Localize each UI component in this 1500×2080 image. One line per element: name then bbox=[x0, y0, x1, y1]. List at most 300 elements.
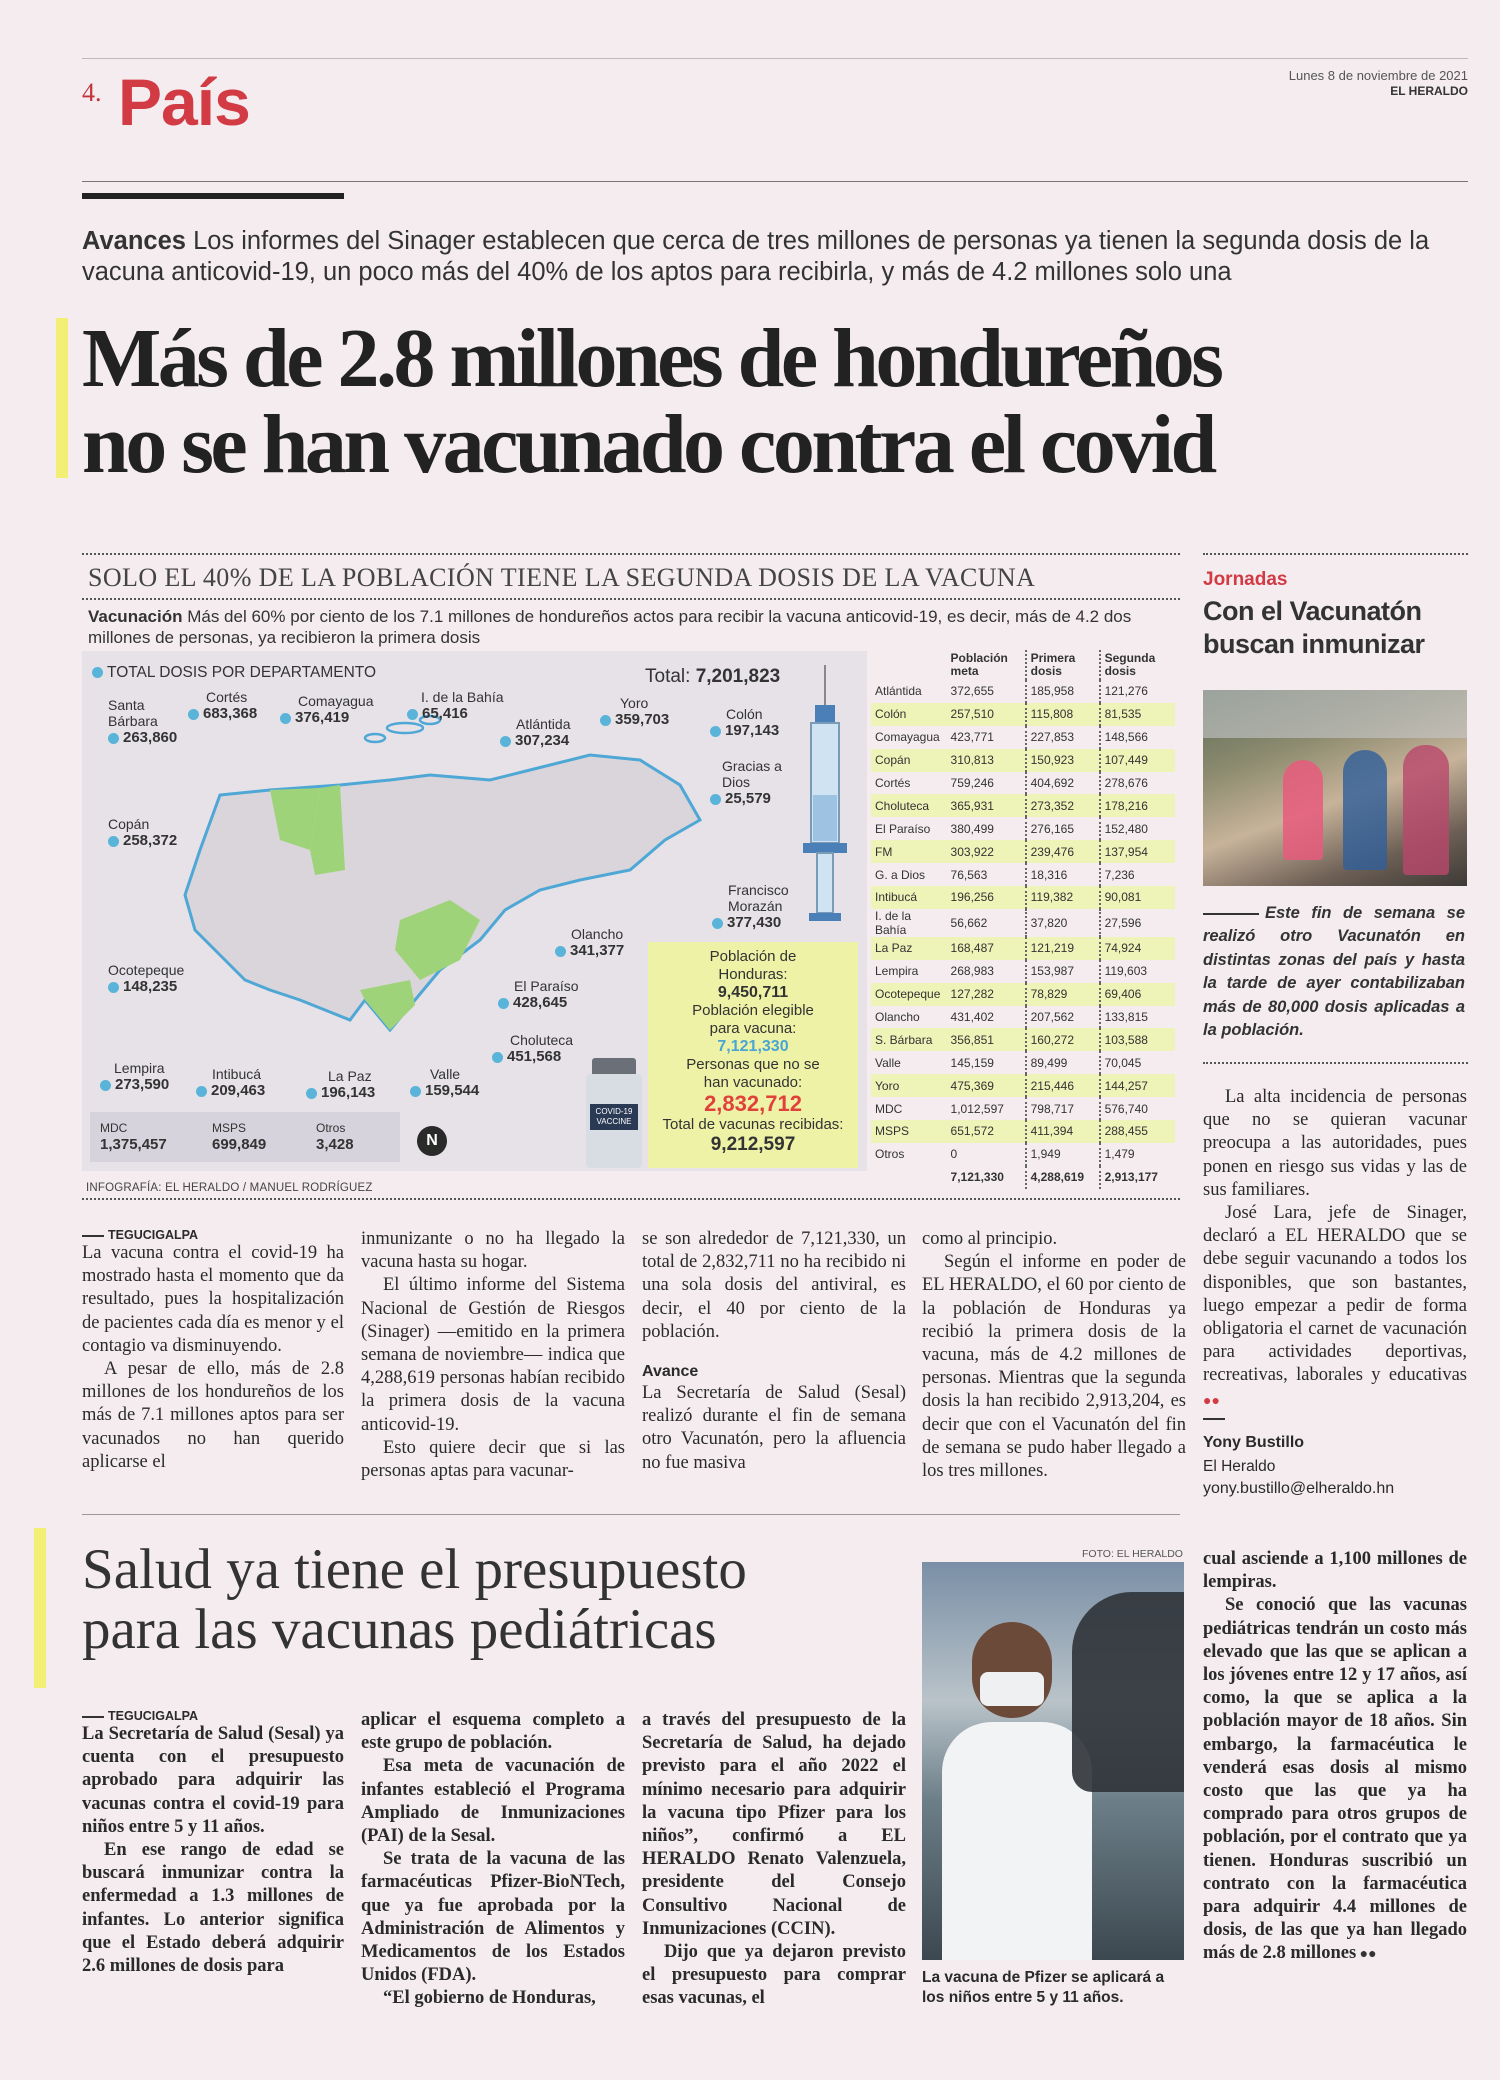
table-cell: 18,316 bbox=[1026, 863, 1100, 886]
table-row bbox=[871, 960, 1175, 983]
total-label: Total: bbox=[645, 666, 691, 687]
dateline bbox=[82, 1709, 344, 1723]
dept-santa-barbara bbox=[108, 697, 178, 746]
infographic-credit: INFOGRAFÍA: EL HERALDO / MANUEL RODRÍGUEZ bbox=[86, 1182, 373, 1194]
table-cell: 7,236 bbox=[1100, 863, 1175, 886]
summary-box bbox=[648, 942, 858, 1168]
row-label: Colón bbox=[871, 703, 947, 726]
second-col-5 bbox=[1203, 1548, 1467, 1967]
dept-dot bbox=[280, 713, 291, 724]
unvaccinated-value: 2,832,712 bbox=[704, 1091, 802, 1116]
dept-name: Intibucá bbox=[212, 1066, 262, 1082]
dept-name: Choluteca bbox=[510, 1032, 574, 1048]
table-row bbox=[871, 749, 1175, 772]
dept-name: Valle bbox=[430, 1066, 461, 1082]
table-row bbox=[871, 794, 1175, 817]
author-email[interactable]: yony.bustillo@elheraldo.hn bbox=[1203, 1480, 1395, 1497]
table-cell: 121,219 bbox=[1026, 937, 1100, 960]
row-label: Comayagua bbox=[875, 730, 940, 745]
other-name: Otros bbox=[316, 1121, 346, 1135]
header-rule bbox=[82, 181, 1468, 182]
body-paragraph: La Secretaría de Salud (Sesal) ya cuenta con el presupuesto aprobado para adquirir las vacunas contra el covid-19 para niños entre 5 y 11 años. bbox=[82, 1724, 344, 1837]
table-cell: 2,913,177 bbox=[1100, 1166, 1175, 1189]
table-row bbox=[871, 886, 1175, 909]
headline-line-2: no se han vacunado contra el covid bbox=[82, 398, 1214, 491]
table-cell: 119,603 bbox=[1100, 960, 1175, 983]
table-cell: 257,510 bbox=[947, 703, 1026, 726]
table-cell: 119,382 bbox=[1026, 886, 1100, 909]
body-paragraph: aplicar el esquema completo a este grupo de población. bbox=[361, 1710, 625, 1754]
table-cell: Segunda dosis bbox=[1100, 650, 1175, 680]
dept-name: Lempira bbox=[114, 1060, 165, 1076]
received-label: Total de vacunas recibidas: bbox=[662, 1116, 844, 1133]
intro-kicker: Vacunación bbox=[88, 607, 183, 626]
body-paragraph: se son alrededor de 7,121,330, un total de 2,832,711 no ha recibido ni una sola dosis del antiviral, es decir, el 40 por ciento de la población. bbox=[642, 1229, 906, 1342]
row-label bbox=[871, 1166, 947, 1189]
dept-name: I. de la Bahía bbox=[421, 689, 504, 705]
issue-date: Lunes 8 de noviembre de 2021 bbox=[1288, 68, 1468, 83]
body-paragraph: En ese rango de edad se buscará inmunizar contra la enfermedad a 1.3 millones de infantes. Lo anterior significa que el Estado deberá adquirir 2.6 millones de dosis para bbox=[82, 1840, 344, 1977]
body-paragraph: El último informe del Sistema Nacional de Gestión de Riesgos (Sinager) —emitido en la primera semana de noviembre— indica que 4,288,619 personas habían recibido la primera dosis de la vacuna anticovid-19. bbox=[361, 1275, 625, 1435]
body-col-4 bbox=[922, 1228, 1186, 1483]
body-paragraph: La vacuna contra el covid-19 ha mostrado hasta el momento que da resultado, pues la hospitalización de pacientes cada día es menor y el contagio va disminuyendo. bbox=[82, 1243, 344, 1356]
dept-value: 197,143 bbox=[725, 722, 780, 739]
table-cell: 268,983 bbox=[950, 964, 994, 979]
body-col-3 bbox=[642, 1228, 906, 1475]
dept-el-paraiso bbox=[498, 978, 579, 1011]
dept-dot bbox=[407, 709, 418, 720]
table-cell: 276,165 bbox=[1026, 817, 1100, 840]
author-rule bbox=[1203, 1418, 1225, 1420]
table-cell: 27,596 bbox=[1100, 909, 1175, 937]
caption-text: Este fin de semana se realizó otro Vacunatón en distintas zonas del país y hasta la tarde de ayer contabilizaban más de 80,000 dosis aplicadas a la población. bbox=[1203, 904, 1465, 1040]
body-paragraph: Se trata de la vacuna de las farmacéuticas Pfizer-BioNTech, que ya fue aprobada por la Administración de Alimentos y Medicamentos de los Estados Unidos (FDA). bbox=[361, 1849, 625, 1986]
table-cell: 303,922 bbox=[947, 840, 1026, 863]
row-label: I. de la Bahía bbox=[875, 908, 912, 937]
table-cell: 127,282 bbox=[947, 983, 1026, 1006]
dateline-text: TEGUCIGALPA bbox=[108, 1709, 199, 1723]
eligible-value: 7,121,330 bbox=[717, 1038, 789, 1055]
map-outline bbox=[185, 755, 700, 1030]
dept-value: 428,645 bbox=[513, 994, 568, 1011]
dept-value: 377,430 bbox=[727, 914, 782, 931]
table-cell: 137,954 bbox=[1100, 840, 1175, 863]
body-subhead: Avance bbox=[642, 1363, 699, 1381]
legend-dot bbox=[92, 667, 103, 678]
table-cell: 273,352 bbox=[1026, 794, 1100, 817]
table-cell: 1,012,597 bbox=[950, 1101, 1004, 1116]
body-paragraph: Según el informe en poder de EL HERALDO, el 60 por ciento de la población de Honduras ya recibió la primera dosis de la vacuna, más de 4.2 millones de personas. Mientras que la segunda dosis la han recibido 2,913,204, es decir que con el Vacunatón del fin de semana se pudo haber llegado a los tres millones. bbox=[922, 1252, 1186, 1482]
table-cell: 121,276 bbox=[1100, 680, 1175, 703]
table-cell: 7,121,330 bbox=[950, 1170, 1004, 1185]
dept-dot bbox=[600, 715, 611, 726]
table-row bbox=[871, 840, 1175, 863]
dept-atlantida bbox=[500, 716, 570, 749]
table-cell: 133,815 bbox=[1100, 1006, 1175, 1029]
sidebar-body bbox=[1203, 1086, 1467, 1413]
story-bar bbox=[82, 193, 344, 199]
body-col-1 bbox=[82, 1228, 344, 1474]
row-label: Yoro bbox=[871, 1074, 947, 1097]
table-row bbox=[871, 1143, 1175, 1166]
table-cell: 4,288,619 bbox=[1026, 1166, 1100, 1189]
headline-line-1: Más de 2.8 millones de hondureños bbox=[82, 312, 1221, 405]
second-headline-line-2: para las vacunas pediátricas bbox=[82, 1598, 717, 1661]
dept-dot bbox=[710, 726, 721, 737]
sidebar-caption bbox=[1203, 902, 1465, 1042]
dept-islas-bahia bbox=[407, 689, 504, 722]
sidebar-paragraph-2-text: José Lara, jefe de Sinager, declaró a EL HERALDO que se debe seguir vacunando a todos los disponibles, que son bastantes, luego empezar a pedir de forma obligatoria el carnet de vacunación para actividades deportivas, recreativas, laborales y educativas bbox=[1203, 1203, 1467, 1386]
row-label: Valle bbox=[875, 1055, 901, 1070]
table-cell: 76,563 bbox=[950, 867, 988, 882]
compass-icon bbox=[417, 1126, 447, 1156]
dept-name: Comayagua bbox=[298, 693, 374, 709]
infographic-bottom-rule bbox=[82, 1198, 1180, 1200]
table-cell: 356,851 bbox=[947, 1028, 1026, 1051]
table-cell: 160,272 bbox=[1026, 1028, 1100, 1051]
sidebar-top-rule bbox=[1203, 553, 1468, 555]
vial-cap bbox=[592, 1058, 636, 1074]
sidebar-paragraph-1: La alta incidencia de personas que no se quieran vacunar preocupa a las autoridades, pues ponen en riesgo sus vidas y las de sus familiares. bbox=[1203, 1087, 1467, 1200]
dept-name: Santa Bárbara bbox=[108, 697, 158, 729]
bay-island-2 bbox=[387, 723, 423, 733]
caption-rule bbox=[1203, 913, 1259, 915]
table-cell: 0 bbox=[950, 1147, 958, 1162]
dept-valle bbox=[410, 1066, 479, 1099]
body-paragraph: como al principio. bbox=[922, 1229, 1058, 1249]
sidebar-headline: Con el Vacunatón buscan inmunizar bbox=[1203, 596, 1425, 659]
dept-dot bbox=[108, 836, 119, 847]
table-cell: 69,406 bbox=[1100, 983, 1175, 1006]
dept-dot bbox=[500, 736, 511, 747]
dept-value: 376,419 bbox=[295, 709, 350, 726]
sidebar-kicker: Jornadas bbox=[1203, 569, 1288, 590]
table-cell: 380,499 bbox=[950, 821, 994, 836]
dept-dot bbox=[196, 1086, 207, 1097]
row-label: G. a Dios bbox=[875, 867, 926, 882]
table-cell: 89,499 bbox=[1026, 1051, 1100, 1074]
row-label: Intibucá bbox=[871, 886, 947, 909]
vaccination-photo bbox=[922, 1562, 1184, 1960]
dept-dot bbox=[410, 1086, 421, 1097]
table-cell: 144,257 bbox=[1100, 1074, 1175, 1097]
other-mdc bbox=[100, 1120, 167, 1153]
table-row bbox=[871, 817, 1175, 840]
table-row bbox=[871, 863, 1175, 886]
body-paragraph: Esto quiere decir que si las personas aptas para vacunar- bbox=[361, 1437, 625, 1482]
second-headline bbox=[82, 1540, 747, 1660]
table-cell: 207,562 bbox=[1026, 1006, 1100, 1029]
page-number: 4. bbox=[82, 78, 102, 107]
population-value: 9,450,711 bbox=[717, 984, 789, 1001]
table-cell: 404,692 bbox=[1026, 772, 1100, 795]
headline bbox=[82, 312, 1221, 491]
row-label: Otros bbox=[875, 1147, 905, 1162]
second-col-3 bbox=[642, 1709, 906, 2011]
table-cell: 148,566 bbox=[1100, 726, 1175, 749]
table-cell: 475,369 bbox=[947, 1074, 1026, 1097]
infographic-top-rule bbox=[82, 553, 1180, 555]
dept-dot bbox=[492, 1052, 503, 1063]
table-row bbox=[871, 1006, 1175, 1029]
table-header-row bbox=[871, 650, 1175, 680]
sidebar-photo bbox=[1203, 690, 1467, 886]
dept-value: 451,568 bbox=[507, 1048, 562, 1065]
row-label: Ocotepeque bbox=[871, 983, 947, 1006]
dept-dot bbox=[710, 794, 721, 805]
deck-kicker: Avances bbox=[82, 227, 186, 255]
table-cell: 107,449 bbox=[1100, 749, 1175, 772]
photo-shirt bbox=[942, 1722, 1092, 1960]
unvaccinated-label: Personas que no se han vacunado: bbox=[686, 1056, 820, 1091]
syringe-icon bbox=[795, 665, 855, 925]
body-paragraph: Dijo que ya dejaron previsto el presupuesto para comprar esas vacunas, el bbox=[642, 1942, 906, 2009]
table-cell: 288,455 bbox=[1100, 1120, 1175, 1143]
dateline-rule bbox=[82, 1235, 104, 1237]
infographic-title: SOLO EL 40% DE LA POBLACIÓN TIENE LA SEGUNDA DOSIS DE LA VACUNA bbox=[88, 563, 1036, 592]
infographic-intro bbox=[88, 606, 1173, 648]
table-cell: 423,771 bbox=[950, 730, 994, 745]
row-label: MSPS bbox=[871, 1120, 947, 1143]
table-row bbox=[871, 1074, 1175, 1097]
table-cell: 651,572 bbox=[947, 1120, 1026, 1143]
dept-ocotepeque bbox=[108, 962, 184, 995]
dateline bbox=[82, 1228, 344, 1242]
intro-text: Más del 60% por ciento de los 7.1 millones de hondureños actos para recibir la vacuna anticovid-19, es decir, más de 4.2 dos millones de personas, ya recibieron la primera dosis bbox=[88, 607, 1132, 647]
table-row bbox=[871, 772, 1175, 795]
row-label: La Paz bbox=[871, 937, 947, 960]
row-label bbox=[871, 650, 947, 680]
other-value: 699,849 bbox=[212, 1136, 267, 1153]
dept-value: 65,416 bbox=[422, 705, 468, 722]
table-cell: 74,924 bbox=[1100, 937, 1175, 960]
dept-yoro bbox=[600, 695, 669, 728]
row-label: El Paraíso bbox=[875, 821, 931, 836]
body-paragraph: La Secretaría de Salud (Sesal) realizó durante el fin de semana otro Vacunatón, pero la afluencia no fue masiva bbox=[642, 1383, 906, 1473]
table-cell: 70,045 bbox=[1100, 1051, 1175, 1074]
dept-dot bbox=[100, 1080, 111, 1091]
dept-name: El Paraíso bbox=[514, 978, 579, 994]
other-value: 1,375,457 bbox=[100, 1136, 167, 1153]
other-name: MDC bbox=[100, 1121, 128, 1135]
dept-value: 159,544 bbox=[425, 1082, 480, 1099]
table-cell: Primera dosis bbox=[1026, 650, 1100, 680]
photo-person bbox=[1343, 750, 1387, 870]
dept-dot bbox=[555, 946, 566, 957]
sidebar-paragraph-2 bbox=[1203, 1202, 1467, 1413]
dept-value: 196,143 bbox=[321, 1084, 376, 1101]
dept-value: 359,703 bbox=[615, 711, 670, 728]
table-cell: 759,246 bbox=[950, 776, 994, 790]
dept-name: Cortés bbox=[206, 689, 248, 705]
table-row bbox=[871, 909, 1175, 937]
body-paragraph-text: Se conoció que las vacunas pediátricas tendrán un costo más elevado que las que se aplican a los jóvenes entre 12 y 17 años, así como, la que se aplica a la población mayor de 18 años. Sin embargo, la farmacéutica le venderá esas dosis al mismo costo que las que ya ha comprado para otros grupos de población, por el contrato que ya tienen. Honduras suscribió un contrato con la farmacéutica para adquirir 4.4 millones de dosis, de las que ya han llegado más de 2.8 millones bbox=[1203, 1595, 1467, 1964]
table-cell: 150,923 bbox=[1026, 749, 1100, 772]
eligible-label: Población elegible para vacuna: bbox=[692, 1002, 814, 1037]
dept-copan bbox=[108, 816, 177, 849]
dept-name: La Paz bbox=[328, 1068, 372, 1084]
table-cell: 310,813 bbox=[947, 749, 1026, 772]
end-mark-icon: ●● bbox=[1203, 1393, 1220, 1409]
legend-text: TOTAL DOSIS POR DEPARTAMENTO bbox=[107, 664, 377, 681]
photo-credit: FOTO: EL HERALDO bbox=[1082, 1548, 1183, 1560]
dept-colon bbox=[710, 706, 779, 739]
row-label: Copán bbox=[871, 749, 947, 772]
dose-table-grid bbox=[871, 650, 1175, 1189]
dose-table bbox=[871, 650, 1175, 1189]
other-name: MSPS bbox=[212, 1121, 247, 1135]
sidebar-mid-rule bbox=[1203, 1062, 1468, 1064]
dept-dot bbox=[712, 918, 723, 929]
table-cell: 90,081 bbox=[1100, 886, 1175, 909]
vaccine-vial bbox=[586, 1058, 642, 1170]
table-cell: 365,931 bbox=[947, 794, 1026, 817]
deck bbox=[82, 226, 1472, 288]
body-paragraph: cual asciende a 1,100 millones de lempiras. bbox=[1203, 1549, 1467, 1593]
compass-letter: N bbox=[426, 1132, 438, 1149]
photo-person bbox=[1283, 760, 1323, 860]
body-paragraph: A pesar de ello, más de 2.8 millones de los hondureños de los más de 7.1 millones aptos para ser vacunados no han querido aplicarse el bbox=[82, 1359, 344, 1472]
dept-dot bbox=[306, 1088, 317, 1099]
dept-dot bbox=[498, 998, 509, 1009]
dept-comayagua bbox=[280, 693, 374, 726]
dept-gracias-a-dios bbox=[710, 758, 788, 807]
table-row bbox=[871, 726, 1175, 749]
table-row bbox=[871, 1097, 1175, 1120]
dept-olancho bbox=[555, 926, 624, 959]
dept-value: 273,590 bbox=[115, 1076, 170, 1093]
table-cell: 37,820 bbox=[1026, 909, 1100, 937]
other-value: 3,428 bbox=[316, 1136, 354, 1153]
page-top-rule bbox=[82, 58, 1468, 59]
dept-name: Olancho bbox=[571, 926, 624, 942]
dept-name: Colón bbox=[726, 706, 763, 722]
dept-value: 258,372 bbox=[123, 832, 178, 849]
table-row bbox=[871, 937, 1175, 960]
photo-person bbox=[1403, 745, 1449, 875]
highlighter-mark-2 bbox=[34, 1528, 46, 1688]
row-label: Olancho bbox=[875, 1010, 920, 1025]
dept-la-paz bbox=[306, 1068, 375, 1101]
table-row bbox=[871, 1051, 1175, 1074]
second-col-1 bbox=[82, 1709, 344, 1978]
dept-francisco-morazan bbox=[712, 882, 808, 931]
body-paragraph: inmunizante o no ha llegado la vacuna hasta su hogar. bbox=[361, 1229, 625, 1273]
dept-name: Copán bbox=[108, 816, 150, 832]
table-row bbox=[871, 1028, 1175, 1051]
story-divider bbox=[82, 1514, 1180, 1515]
deck-text: Los informes del Sinager establecen que cerca de tres millones de personas ya tienen la segunda dosis de la vacuna anticovid-19, un poco más del 40% de los aptos para recibirla, y más de 4.2 millones solo una bbox=[82, 227, 1430, 286]
map-legend bbox=[92, 665, 376, 681]
body-col-2 bbox=[361, 1228, 625, 1483]
vial-body bbox=[586, 1074, 642, 1168]
photo-mask bbox=[980, 1672, 1044, 1706]
dept-dot bbox=[108, 733, 119, 744]
table-cell: 168,487 bbox=[947, 937, 1026, 960]
row-label: Atlántida bbox=[875, 684, 922, 699]
table-row bbox=[871, 1120, 1175, 1143]
table-cell: 145,159 bbox=[950, 1055, 994, 1070]
table-cell: 178,216 bbox=[1100, 794, 1175, 817]
total-value: 7,201,823 bbox=[695, 666, 781, 687]
table-cell: 115,808 bbox=[1026, 703, 1100, 726]
table-cell: 576,740 bbox=[1100, 1097, 1175, 1120]
dept-name: Ocotepeque bbox=[108, 962, 185, 978]
dept-name: Gracias a Dios bbox=[722, 758, 782, 790]
dept-dot bbox=[108, 982, 119, 993]
dateline-rule bbox=[82, 1716, 104, 1718]
row-label: Cortés bbox=[875, 776, 911, 790]
total-doses bbox=[645, 666, 780, 688]
photo-canopy bbox=[1203, 690, 1467, 738]
dept-name: Atlántida bbox=[516, 716, 571, 732]
row-label: Lempira bbox=[875, 964, 919, 979]
infographic-title-rule bbox=[82, 598, 1180, 600]
dept-name: Yoro bbox=[620, 695, 649, 711]
table-cell: 798,717 bbox=[1026, 1097, 1100, 1120]
table-cell: 411,394 bbox=[1026, 1120, 1100, 1143]
dept-value: 341,377 bbox=[570, 942, 625, 959]
table-cell: 78,829 bbox=[1026, 983, 1100, 1006]
dept-value: 209,463 bbox=[211, 1082, 266, 1099]
table-cell: 152,480 bbox=[1100, 817, 1175, 840]
body-paragraph: Esa meta de vacunación de infantes estableció el Programa Ampliado de Inmunizaciones (PAI) de la Sesal. bbox=[361, 1756, 625, 1847]
row-label: MDC bbox=[875, 1101, 903, 1116]
table-cell: 153,987 bbox=[1026, 960, 1100, 983]
row-label: FM bbox=[871, 840, 947, 863]
table-cell: 215,446 bbox=[1026, 1074, 1100, 1097]
table-cell: Población meta bbox=[950, 651, 1008, 678]
table-row bbox=[871, 680, 1175, 703]
highlighter-mark bbox=[56, 318, 68, 478]
table-row bbox=[871, 983, 1175, 1006]
table-cell: 239,476 bbox=[1026, 840, 1100, 863]
second-col-2 bbox=[361, 1709, 625, 2011]
end-mark-icon: ●● bbox=[1356, 1947, 1377, 1963]
table-cell: 103,588 bbox=[1100, 1028, 1175, 1051]
photo-caption: La vacuna de Pfizer se aplicará a los niños entre 5 y 11 años. bbox=[922, 1969, 1165, 2006]
received-value: 9,212,597 bbox=[710, 1134, 796, 1155]
dept-cortes bbox=[188, 689, 257, 722]
photo-nurse bbox=[1072, 1592, 1184, 1792]
table-cell: 196,256 bbox=[947, 886, 1026, 909]
dept-value: 307,234 bbox=[515, 732, 570, 749]
table-cell: 227,853 bbox=[1026, 726, 1100, 749]
dept-value: 683,368 bbox=[203, 705, 258, 722]
table-cell: 81,535 bbox=[1100, 703, 1175, 726]
table-cell: 56,662 bbox=[950, 915, 988, 930]
second-headline-line-1: Salud ya tiene el presupuesto bbox=[82, 1538, 747, 1601]
dept-lempira bbox=[100, 1060, 169, 1093]
table-total-row bbox=[871, 1166, 1175, 1189]
population-label: Población de Honduras: bbox=[709, 948, 797, 983]
dept-value: 25,579 bbox=[725, 790, 771, 807]
dept-name: Francisco Morazán bbox=[728, 882, 789, 914]
bay-island-1 bbox=[365, 734, 385, 742]
newspaper-name: EL HERALDO bbox=[1390, 84, 1468, 98]
dept-dot bbox=[188, 709, 199, 720]
dept-value: 263,860 bbox=[123, 729, 178, 746]
body-paragraph: “El gobierno de Honduras, bbox=[383, 1988, 596, 2009]
table-cell: 278,676 bbox=[1100, 772, 1175, 795]
other-otros bbox=[316, 1120, 354, 1153]
body-paragraph: a través del presupuesto de la Secretaría de Salud, ha dejado previsto para el año 2022 el mínimo necesario para adquirir la vacuna tipo Pfizer para los niños”, confirmó a EL HERALDO Renato Valenzuela, presidente del Consejo Consultivo Nacional de Inmunizaciones (CCIN). bbox=[642, 1710, 906, 1939]
table-cell: 185,958 bbox=[1026, 680, 1100, 703]
table-cell: 1,479 bbox=[1100, 1143, 1175, 1166]
vial-label: COVID-19 VACCINE bbox=[590, 1104, 638, 1130]
row-label: S. Bárbara bbox=[871, 1028, 947, 1051]
dept-choluteca bbox=[492, 1032, 573, 1065]
